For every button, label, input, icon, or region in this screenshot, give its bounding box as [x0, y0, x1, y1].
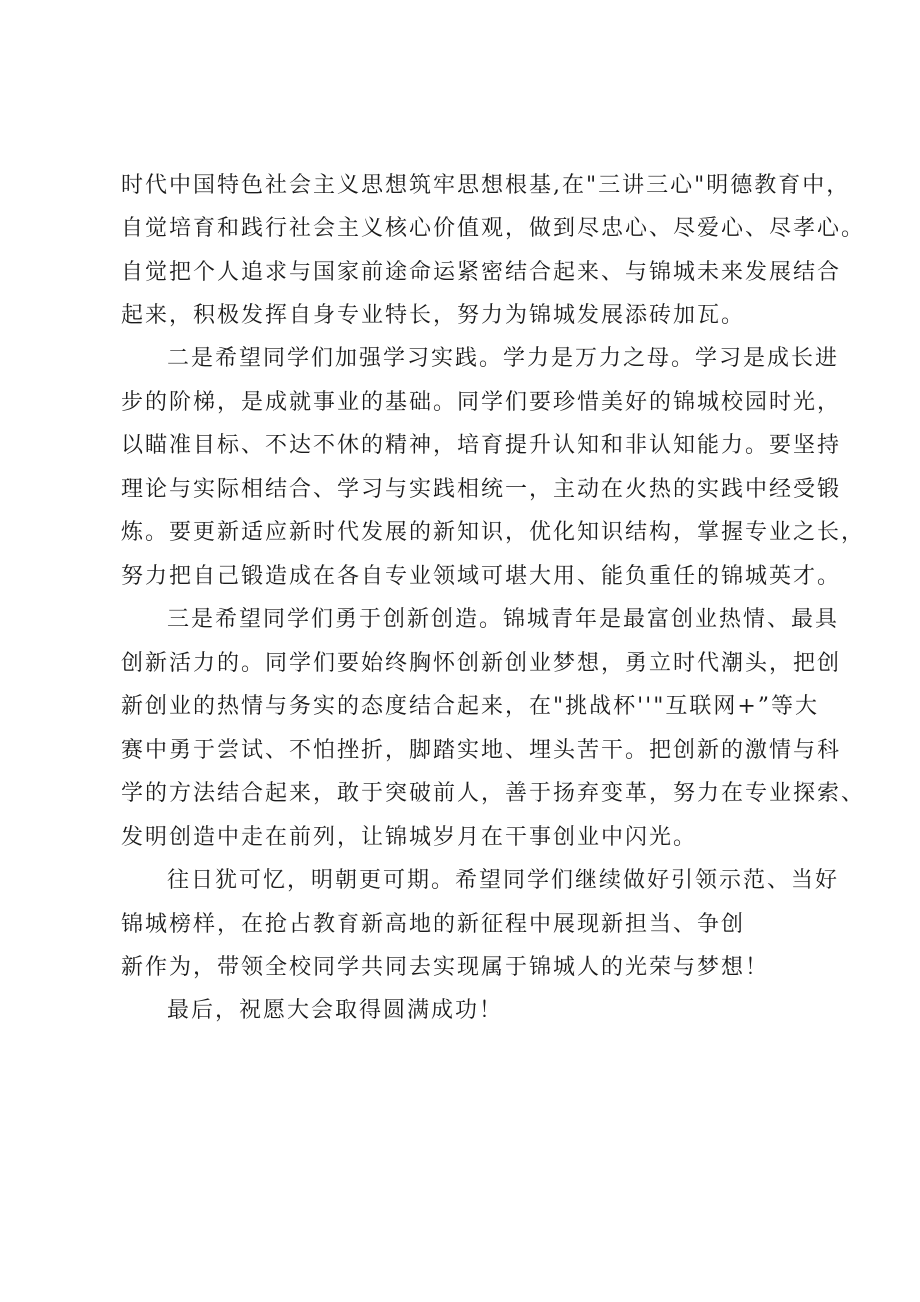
text-line-13: 新创业的热情与务实的态度结合起来，在"挑战杯''"互联网+”等大: [121, 694, 820, 719]
text-line-2: 自觉培育和践行社会主义核心价值观，做到尽忠心、尽爱心、尽孝心。: [121, 216, 866, 241]
text-line-10: 努力把自己锻造成在各自专业领域可堪大用、能负重任的锦城英才。: [121, 564, 842, 589]
text-line-16: 发明创造中走在前列，让锦城岁月在干事创业中闪光。: [121, 825, 698, 850]
text-line-3: 自觉把个人追求与国家前途命运紧密结合起来、与锦城未来发展结合: [121, 260, 842, 285]
text-line-12: 创新活力的。同学们要始终胸怀创新创业梦想，勇立时代潮头，把创: [121, 651, 842, 676]
paragraph-four-first-line: 往日犹可忆，明朝更可期。希望同学们继续做好引领示范、当好: [167, 868, 840, 893]
text-line-6: 步的阶梯，是成就事业的基础。同学们要珍惜美好的锦城校园时光，: [121, 390, 842, 415]
text-line-4: 起来，积极发挥自身专业特长，努力为锦城发展添砖加瓦。: [121, 303, 746, 328]
text-line-19: 新作为，带领全校同学共同去实现属于锦城人的光荣与梦想！: [121, 955, 770, 980]
paragraph-three-first-line: 三是希望同学们勇于创新创造。锦城青年是最富创业热情、最具: [167, 607, 840, 632]
text-line-1: 时代中国特色社会主义思想筑牢思想根基,在"三讲三心"明德教育中，: [121, 173, 851, 198]
text-line-18: 锦城榜样，在抢占教育新高地的新征程中展现新担当、争创: [121, 912, 746, 937]
closing-line: 最后，祝愿大会取得圆满成功！: [167, 998, 504, 1023]
text-line-15: 学的方法结合起来，敢于突破前人，善于扬弃变革，努力在专业探索、: [121, 781, 866, 806]
text-line-14: 赛中勇于尝试、不怕挫折，脚踏实地、埋头苦干。把创新的激情与科: [121, 738, 842, 763]
text-line-9: 炼。要更新适应新时代发展的新知识，优化知识结构，掌握专业之长，: [121, 520, 866, 545]
text-line-8: 理论与实际相结合、学习与实践相统一，主动在火热的实践中经受锻: [121, 477, 842, 502]
paragraph-two-first-line: 二是希望同学们加强学习实践。学力是万力之母。学习是成长进: [167, 346, 840, 371]
text-line-7: 以瞄准目标、不达不休的精神，培育提升认知和非认知能力。要坚持: [121, 433, 842, 458]
